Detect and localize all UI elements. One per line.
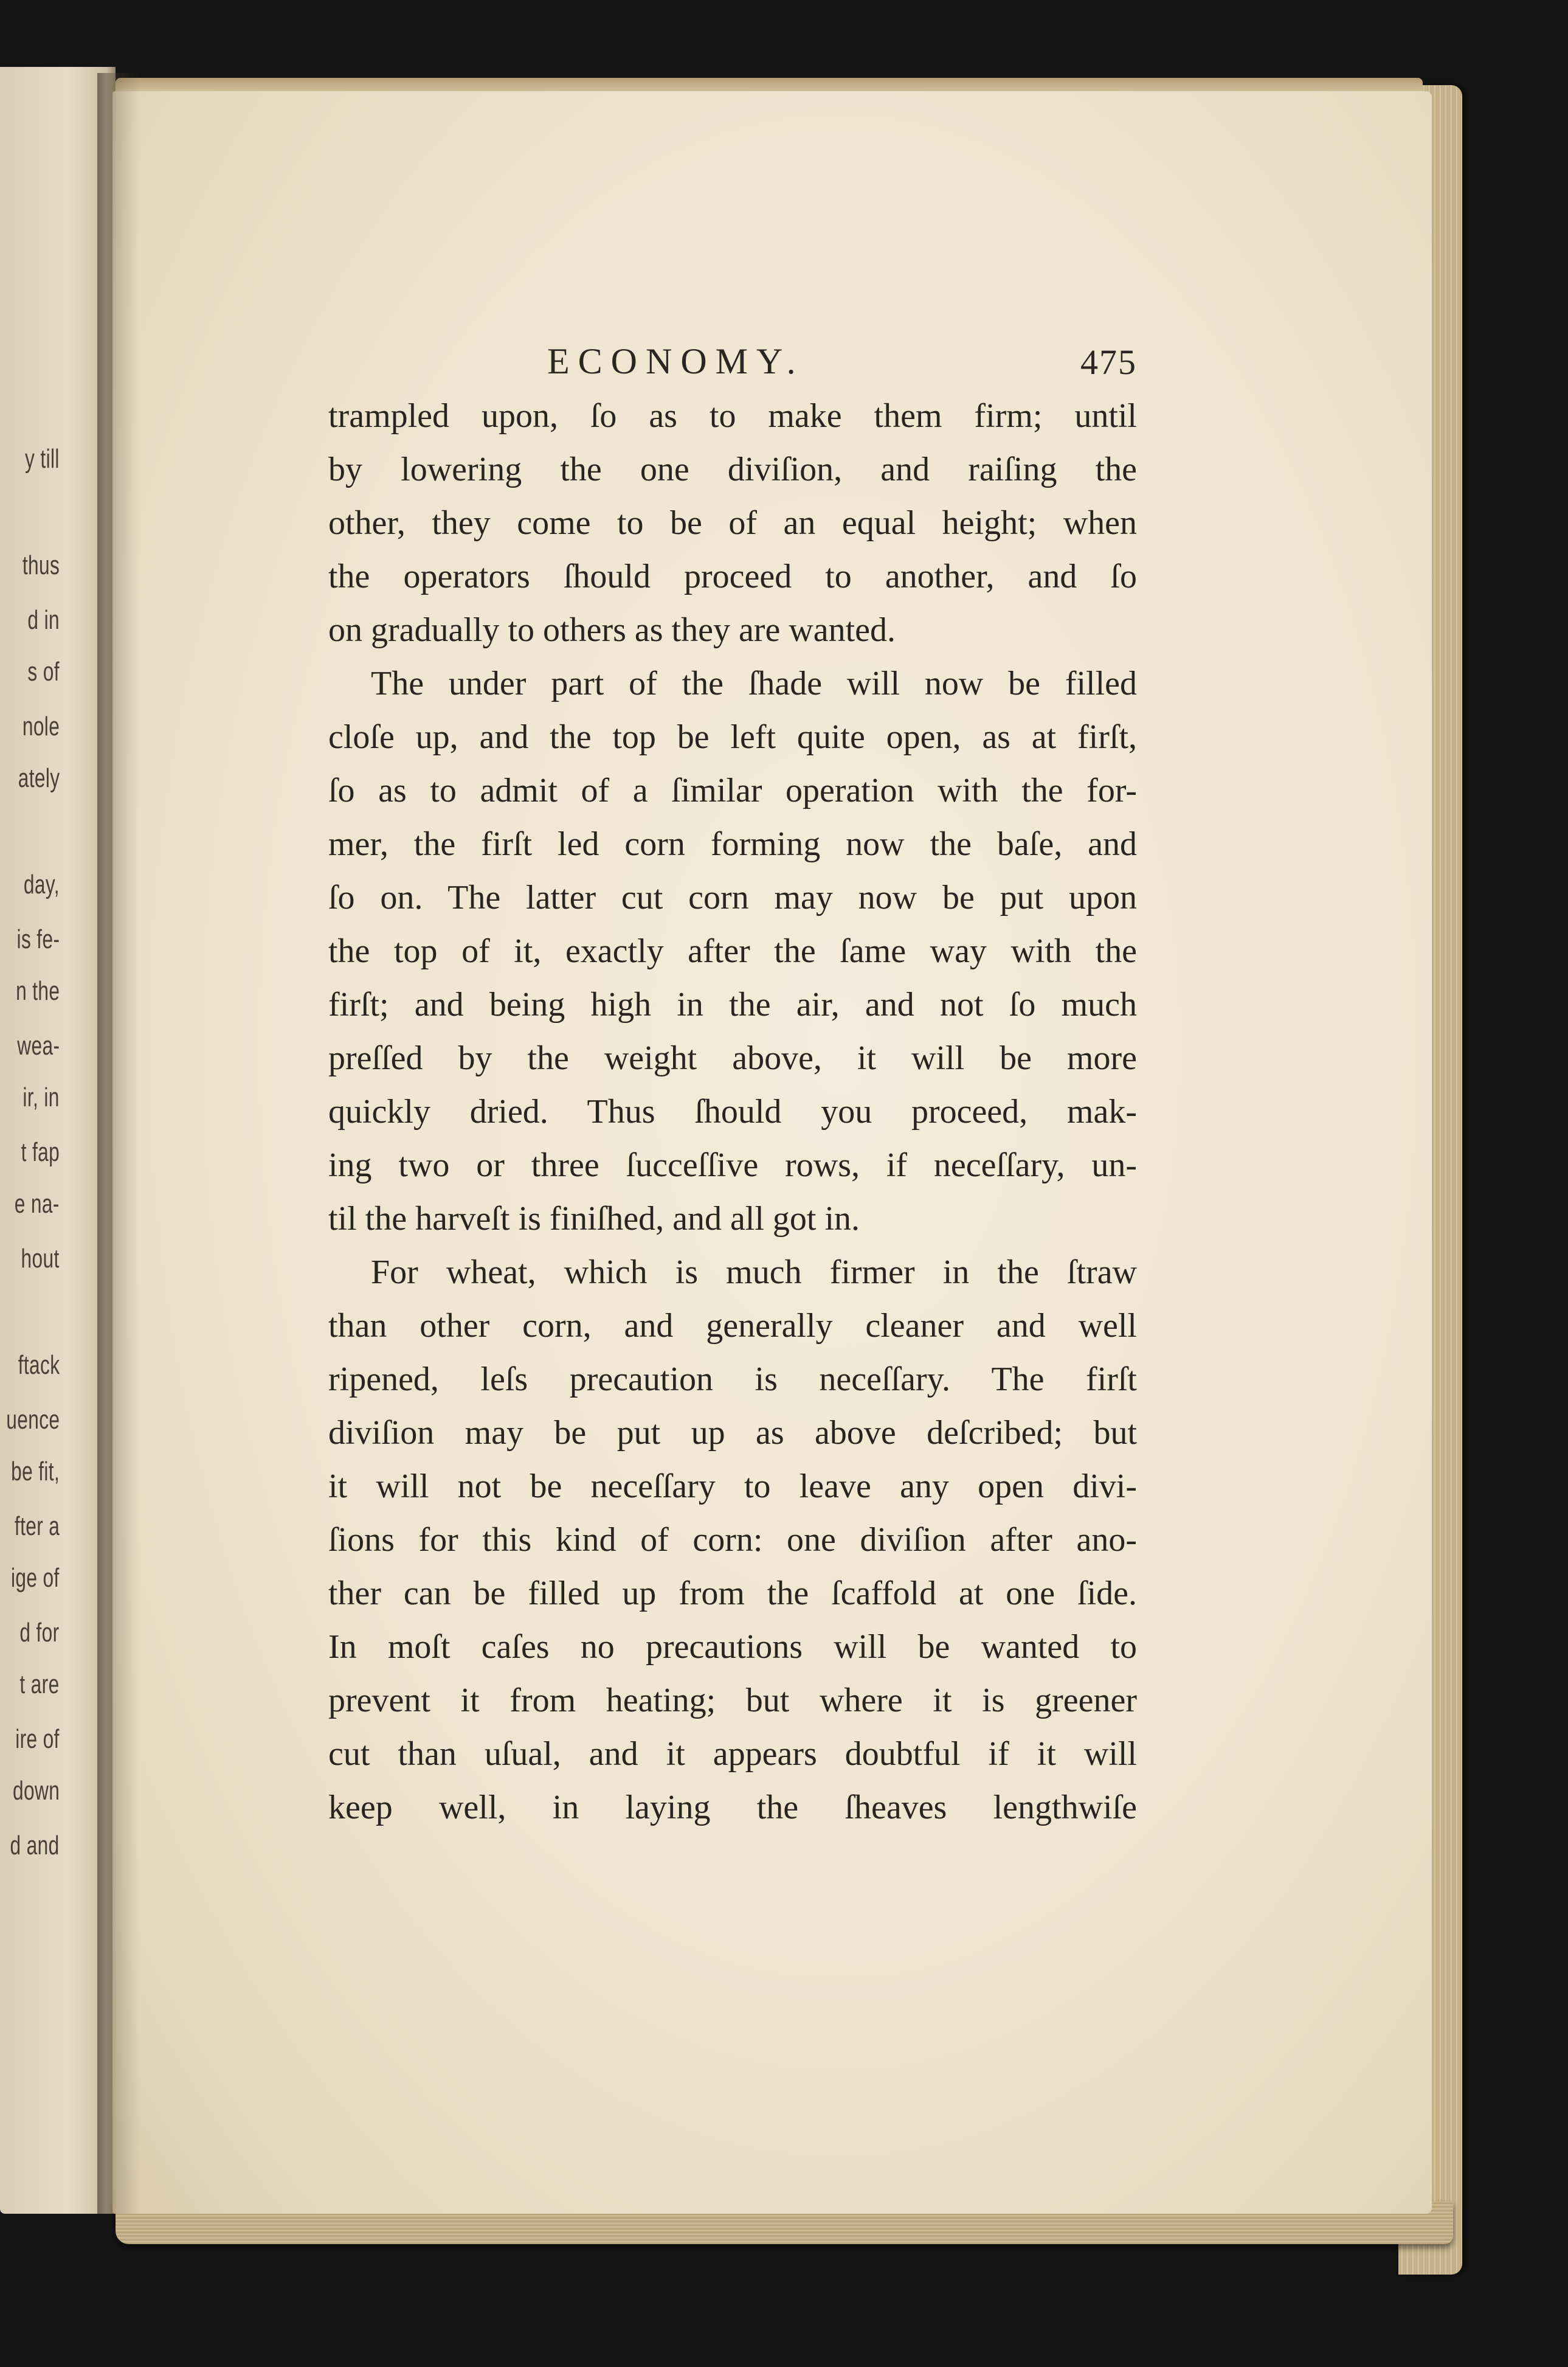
text-line: diviſion may be put up as above deſcribed; but (328, 1414, 1137, 1452)
left-fragment: ftack (18, 1350, 60, 1380)
left-fragment: ire of (15, 1724, 60, 1754)
left-fragment: ately (18, 763, 60, 793)
text-line: other, they come to be of an equal height; when (328, 504, 1137, 542)
text-line: ther can be filled up from the ſcaffold at one ſide. (328, 1575, 1137, 1612)
left-fragment: day, (24, 870, 60, 899)
text-line: The under part of the ſhade will now be filled (371, 665, 1137, 702)
left-fragment: e na- (14, 1189, 60, 1219)
text-line: ing two or three ſucceſſive rows, if neceſſary, un- (328, 1146, 1137, 1184)
left-fragment: down (12, 1776, 60, 1806)
left-fragment: d and (10, 1831, 60, 1860)
page-number: 475 (1080, 342, 1137, 382)
text-line: ſo as to admit of a ſimilar operation with the for- (328, 772, 1137, 809)
text-line: ſions for this kind of corn: one diviſion after ano- (328, 1521, 1137, 1559)
left-fragment: d for (19, 1618, 60, 1648)
text-line: firſt; and being high in the air, and not ſo much (328, 986, 1137, 1024)
text-line: keep well, in laying the ſheaves lengthwiſe (328, 1789, 1137, 1826)
left-fragment: d in (27, 605, 60, 635)
text-line: preſſed by the weight above, it will be more (328, 1039, 1137, 1077)
left-fragment: hout (21, 1244, 60, 1274)
left-fragment: is fe- (16, 924, 60, 954)
left-fragment: n the (15, 976, 60, 1006)
left-fragment: ige of (11, 1563, 60, 1593)
left-fragment: wea- (16, 1031, 60, 1061)
body-text (328, 389, 1137, 1834)
text-line: the top of it, exactly after the ſame way with the (328, 932, 1137, 970)
left-fragment: thus (22, 550, 60, 580)
left-fragment: s of (27, 657, 60, 687)
text-line: In moſt caſes no precautions will be wanted to (328, 1628, 1137, 1666)
left-fragment: uence (5, 1405, 60, 1435)
gutter-shadow (97, 73, 140, 2214)
left-fragment: t are (19, 1669, 60, 1699)
text-line: cut than uſual, and it appears doubtful if it will (328, 1735, 1137, 1773)
page-content (328, 334, 1137, 1834)
text-line: trampled upon, ſo as to make them firm; until (328, 397, 1137, 435)
left-fragment: be fit, (10, 1457, 60, 1486)
text-line: For wheat, which is much firmer in the ſtraw (371, 1253, 1137, 1291)
running-head: ECONOMY. (547, 341, 804, 381)
text-line: mer, the firſt led corn forming now the baſe, and (328, 825, 1137, 863)
text-line: on gradually to others as they are wanted. (328, 611, 896, 649)
text-line: prevent it from heating; but where it is greener (328, 1682, 1137, 1719)
page-header (328, 334, 1137, 389)
left-fragment: fter a (14, 1511, 60, 1541)
text-line: cloſe up, and the top be left quite open, as at firſt, (328, 718, 1137, 756)
text-line: ſo on. The latter cut corn may now be put upon (328, 879, 1137, 917)
left-fragment: y till (25, 444, 60, 474)
text-line: the operators ſhould proceed to another, and ſo (328, 558, 1137, 595)
text-line: til the harveſt is finiſhed, and all got in. (328, 1200, 860, 1238)
text-line: than other corn, and generally cleaner and well (328, 1307, 1137, 1345)
left-fragment: ir, in (22, 1083, 60, 1112)
text-line: by lowering the one diviſion, and raiſing the (328, 451, 1137, 488)
left-fragment: nole (22, 712, 60, 741)
text-line: quickly dried. Thus ſhould you proceed, mak- (328, 1093, 1137, 1131)
left-fragment: t fap (21, 1137, 60, 1167)
text-line: ripened, leſs precaution is neceſſary. The firſt (328, 1360, 1137, 1398)
text-line: it will not be neceſſary to leave any open divi- (328, 1468, 1137, 1505)
